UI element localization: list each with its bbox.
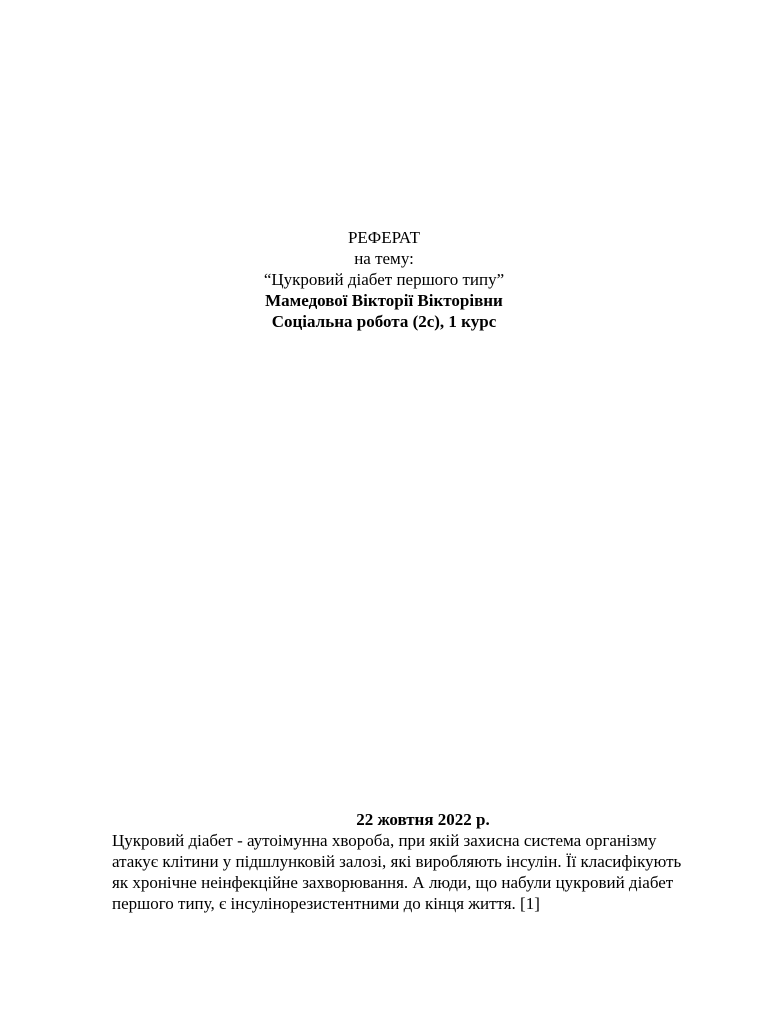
topic-prefix: на тему: (354, 249, 414, 268)
paragraph-line: як хронічне неінфекційне захворювання. А люди, що набули цукровий діабет (112, 873, 674, 892)
document-date: 22 жовтня 2022 р. (356, 810, 490, 829)
doc-type-heading: РЕФЕРАТ (347, 228, 421, 247)
paragraph-line: атакує клітини у підшлунковій залозі, які виробляють інсулін. Її класифікують (112, 852, 682, 871)
title-block (0, 227, 768, 332)
body-paragraph (112, 830, 752, 914)
program-info: Соціальна робота (2с), 1 курс (271, 312, 497, 331)
topic-title: “Цукровий діабет першого типу” (263, 270, 505, 289)
paragraph-line: першого типу, є інсулінорезистентними до кінця життя. [1] (112, 894, 540, 913)
author-name: Мамедової Вікторії Вікторівни (265, 291, 503, 310)
paragraph-line: Цукровий діабет - аутоімунна хвороба, при якій захисна система організму (112, 831, 657, 850)
